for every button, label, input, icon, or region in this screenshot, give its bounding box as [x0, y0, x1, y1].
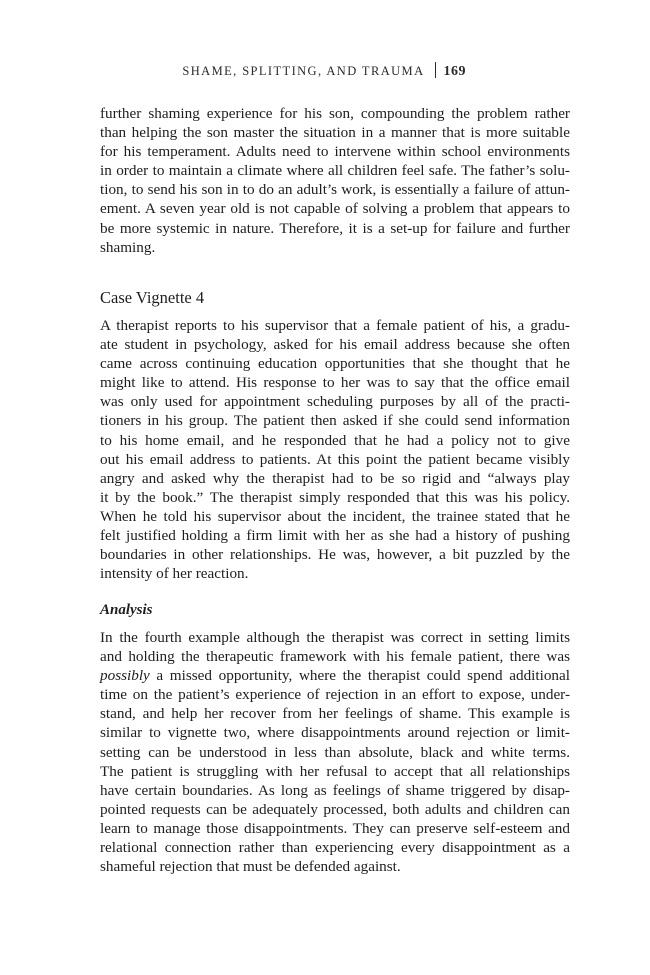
text-line: than helping the son master the situation in a manner that is more suitable: [100, 124, 570, 142]
text-line: setting can be understood in less than absolute, black and white terms.: [100, 743, 570, 761]
paragraph-continued: [100, 104, 570, 257]
emphasis-text: possibly: [100, 667, 150, 685]
text-line: learn to manage those disappointments. They can preserve self-esteem and: [100, 819, 570, 837]
text-line: stand, and help her recover from her feelings of shame. This example is: [100, 705, 570, 723]
text-line: to his home email, and he responded that he had a policy not to give: [100, 431, 570, 449]
text-line: boundaries in other relationships. He was, however, a bit puzzled by the: [100, 546, 570, 564]
text-line: tion, to send his son in to do an adult’s work, is essentially a failure of attun-: [100, 181, 570, 199]
text-line: out his email address to patients. At this point the patient became visibly: [100, 450, 570, 468]
text-line: tioners in his group. The patient then asked if she could send information: [100, 412, 570, 430]
text-line: In the fourth example although the therapist was correct in setting limits: [100, 629, 570, 646]
text-line: might like to attend. His response to her was to say that the office email: [100, 374, 570, 392]
text-line: shaming.: [100, 238, 156, 256]
text-line: relational connection rather than experiencing every disappointment as a: [100, 839, 570, 857]
text-line: angry and asked why the therapist had to be so rigid and “always play: [100, 469, 570, 487]
text-line: was only used for appointment scheduling purposes by all of the practi-: [100, 393, 570, 411]
text-line: for his temperament. Adults need to intervene within school environments: [100, 143, 570, 161]
text-line: and holding the therapeutic framework with his female patient, there was: [100, 648, 570, 666]
text-line: A therapist reports to his supervisor that a female patient of his, a gradu-: [100, 317, 570, 334]
page-number: 169: [443, 64, 466, 79]
paragraph-analysis: [100, 628, 570, 876]
text-line: ate student in psychology, asked for his email address because she often: [100, 336, 570, 354]
text-line: be more systemic in nature. Therefore, it is a set-up for failure and further: [100, 219, 570, 237]
text-line: have certain boundaries. As long as feelings of shame triggered by disap-: [100, 781, 570, 799]
subsection-heading: Analysis: [100, 602, 153, 618]
text-fragment: a missed opportunity, where the therapist could spend additional: [149, 667, 570, 685]
text-line: ement. A seven year old is not capable of solving a problem that appears to: [100, 200, 570, 218]
text-line: it by the book.” The therapist simply responded that this was his policy.: [100, 488, 570, 506]
text-line: [100, 666, 570, 685]
text-line: felt justified holding a firm limit with her as she had a history of pushing: [100, 527, 570, 545]
text-line: pointed requests can be adequately processed, both adults and children can: [100, 800, 570, 818]
running-head-divider: [435, 62, 436, 78]
text-line: similar to vignette two, where disappointments around rejection or limit-: [100, 724, 570, 742]
text-line: The patient is struggling with her refusal to accept that all relationships: [100, 762, 570, 780]
paragraph-vignette: [100, 316, 570, 583]
text-line: time on the patient’s experience of rejection in an effort to expose, under-: [100, 686, 570, 704]
text-line: shameful rejection that must be defended against.: [100, 858, 401, 876]
running-head-title: SHAME, SPLITTING, AND TRAUMA: [182, 64, 425, 78]
running-head: [100, 62, 466, 80]
section-heading: Case Vignette 4: [100, 288, 205, 307]
text-line: in order to maintain a climate where all children feel safe. The father’s solu-: [100, 162, 570, 180]
text-line: intensity of her reaction.: [100, 565, 249, 583]
text-line: came across continuing education opportunities that she thought that he: [100, 355, 570, 373]
text-line: When he told his supervisor about the incident, the trainee stated that he: [100, 507, 570, 525]
text-line: further shaming experience for his son, compounding the problem rather: [100, 105, 570, 122]
